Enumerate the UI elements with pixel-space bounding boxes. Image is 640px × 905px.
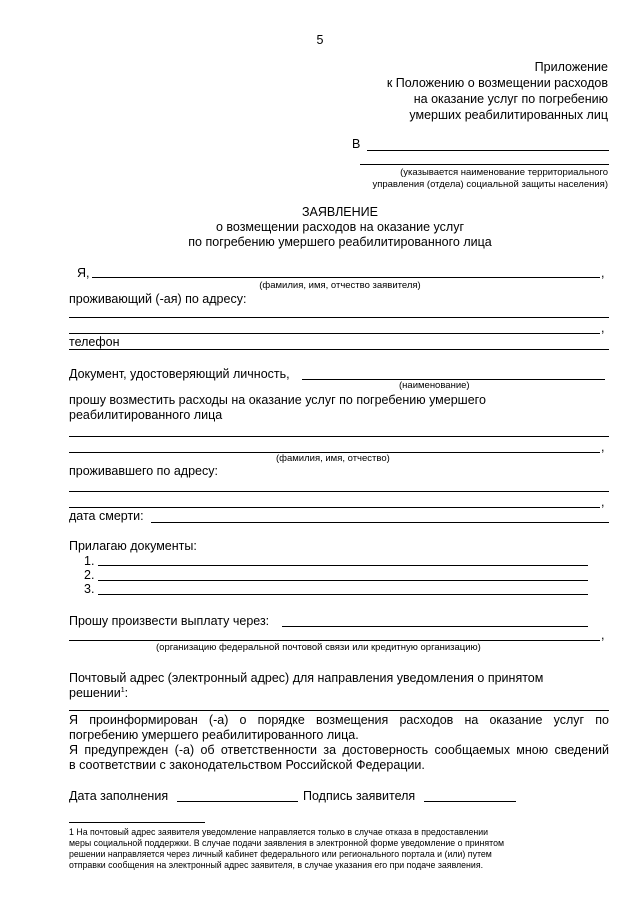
id-doc-label: Документ, удостоверяющий личность, [69, 367, 290, 381]
address-field-1[interactable] [69, 317, 609, 318]
addressee-line-1[interactable] [367, 150, 609, 151]
footnote-line-2: меры социальной поддержки. В случае подачи заявления в электронной форме уведомление о принятом [69, 838, 505, 848]
notification-line-2 [69, 686, 128, 701]
attachment-field-1[interactable] [98, 565, 588, 566]
applicant-ya: Я, [77, 266, 90, 280]
payment-field-2[interactable] [69, 640, 600, 641]
footnote-line-4: отправки сообщения на электронный адрес заявителя, в случае указания его при подаче заявления. [69, 860, 484, 870]
deceased-name-field-1[interactable] [69, 436, 609, 437]
warned-line-1: Я предупрежден (-а) об ответственности за достоверность сообщаемых мною сведений [69, 743, 609, 757]
date-label: Дата заполнения [69, 789, 169, 803]
signature-field[interactable] [424, 801, 516, 802]
notification-word: решении [69, 686, 121, 700]
payment-label: Прошу произвести выплату через: [69, 614, 270, 628]
attachment-number-3: 3. [84, 582, 95, 596]
warned-line-2: в соответствии с законодательством Российской Федерации. [69, 758, 425, 772]
footnote-mark[interactable]: 1 [120, 686, 125, 694]
comma: , [601, 321, 605, 335]
document-subtitle-1: о возмещении расходов на оказание услуг [215, 220, 465, 234]
address-field-2[interactable] [69, 333, 600, 334]
comma: , [601, 440, 605, 454]
attachment-field-2[interactable] [98, 580, 588, 581]
request-line-1: прошу возместить расходы на оказание услуг по погребению умершего [69, 393, 486, 407]
appendix-line-3: на оказание услуг по погребению [413, 92, 608, 106]
attachments-label: Прилагаю документы: [69, 539, 197, 553]
date-field[interactable] [177, 801, 298, 802]
informed-line-2: погребению умершего реабилитированного лица. [69, 728, 359, 742]
payment-hint: (организацию федеральной почтовой связи или кредитную организацию) [156, 642, 481, 653]
attachment-field-3[interactable] [98, 594, 588, 595]
id-doc-hint: (наименование) [399, 380, 470, 391]
applicant-name-hint: (фамилия, имя, отчество заявителя) [259, 280, 421, 291]
phone-label: телефон [69, 335, 120, 349]
addressee-hint-2: управления (отдела) социальной защиты населения) [372, 179, 608, 190]
page-number: 5 [316, 33, 324, 47]
request-line-2: реабилитированного лица [69, 408, 223, 422]
document-subtitle-2: по погребению умершего реабилитированного лица [188, 235, 492, 249]
sign-label: Подпись заявителя [303, 789, 416, 803]
appendix-line-1: Приложение [534, 60, 608, 74]
addressee-line-2[interactable] [360, 164, 609, 165]
address-label: проживающий (-ая) по адресу: [69, 292, 247, 306]
appendix-line-4: умерших реабилитированных лиц [409, 108, 608, 122]
notification-address-field[interactable] [69, 710, 609, 711]
payment-field-1[interactable] [282, 626, 588, 627]
notification-line-1: Почтовый адрес (электронный адрес) для направления уведомления о принятом [69, 671, 544, 685]
document-title: ЗАЯВЛЕНИЕ [301, 205, 378, 219]
phone-field[interactable] [69, 349, 609, 350]
attachment-number-1: 1. [84, 554, 95, 568]
death-date-field[interactable] [151, 522, 609, 523]
appendix-line-2: к Положению о возмещении расходов [386, 76, 608, 90]
attachment-number-2: 2. [84, 568, 95, 582]
footnote-separator [69, 822, 205, 823]
comma: , [601, 495, 605, 509]
deceased-name-hint: (фамилия, имя, отчество) [276, 453, 390, 464]
death-date-label: дата смерти: [69, 509, 144, 523]
addressee-hint-1: (указывается наименование территориального [400, 167, 608, 178]
informed-line-1: Я проинформирован (-а) о порядке возмещения расходов на оказание услуг по [69, 713, 609, 727]
addressee-prefix: В [352, 137, 361, 151]
deceased-address-field-1[interactable] [69, 491, 609, 492]
comma: , [601, 628, 605, 642]
applicant-name-field[interactable] [92, 277, 600, 278]
footnote-line-3: решении направляется через личный кабинет федерального или регионального портала и (или) путем [69, 849, 492, 859]
deceased-address-field-2[interactable] [69, 507, 600, 508]
notification-colon: : [124, 686, 129, 700]
deceased-address-label: проживавшего по адресу: [69, 464, 218, 478]
footnote-line-1: 1 На почтовый адрес заявителя уведомление направляется только в случае отказа в предоставлении [69, 827, 489, 837]
comma: , [601, 266, 605, 280]
